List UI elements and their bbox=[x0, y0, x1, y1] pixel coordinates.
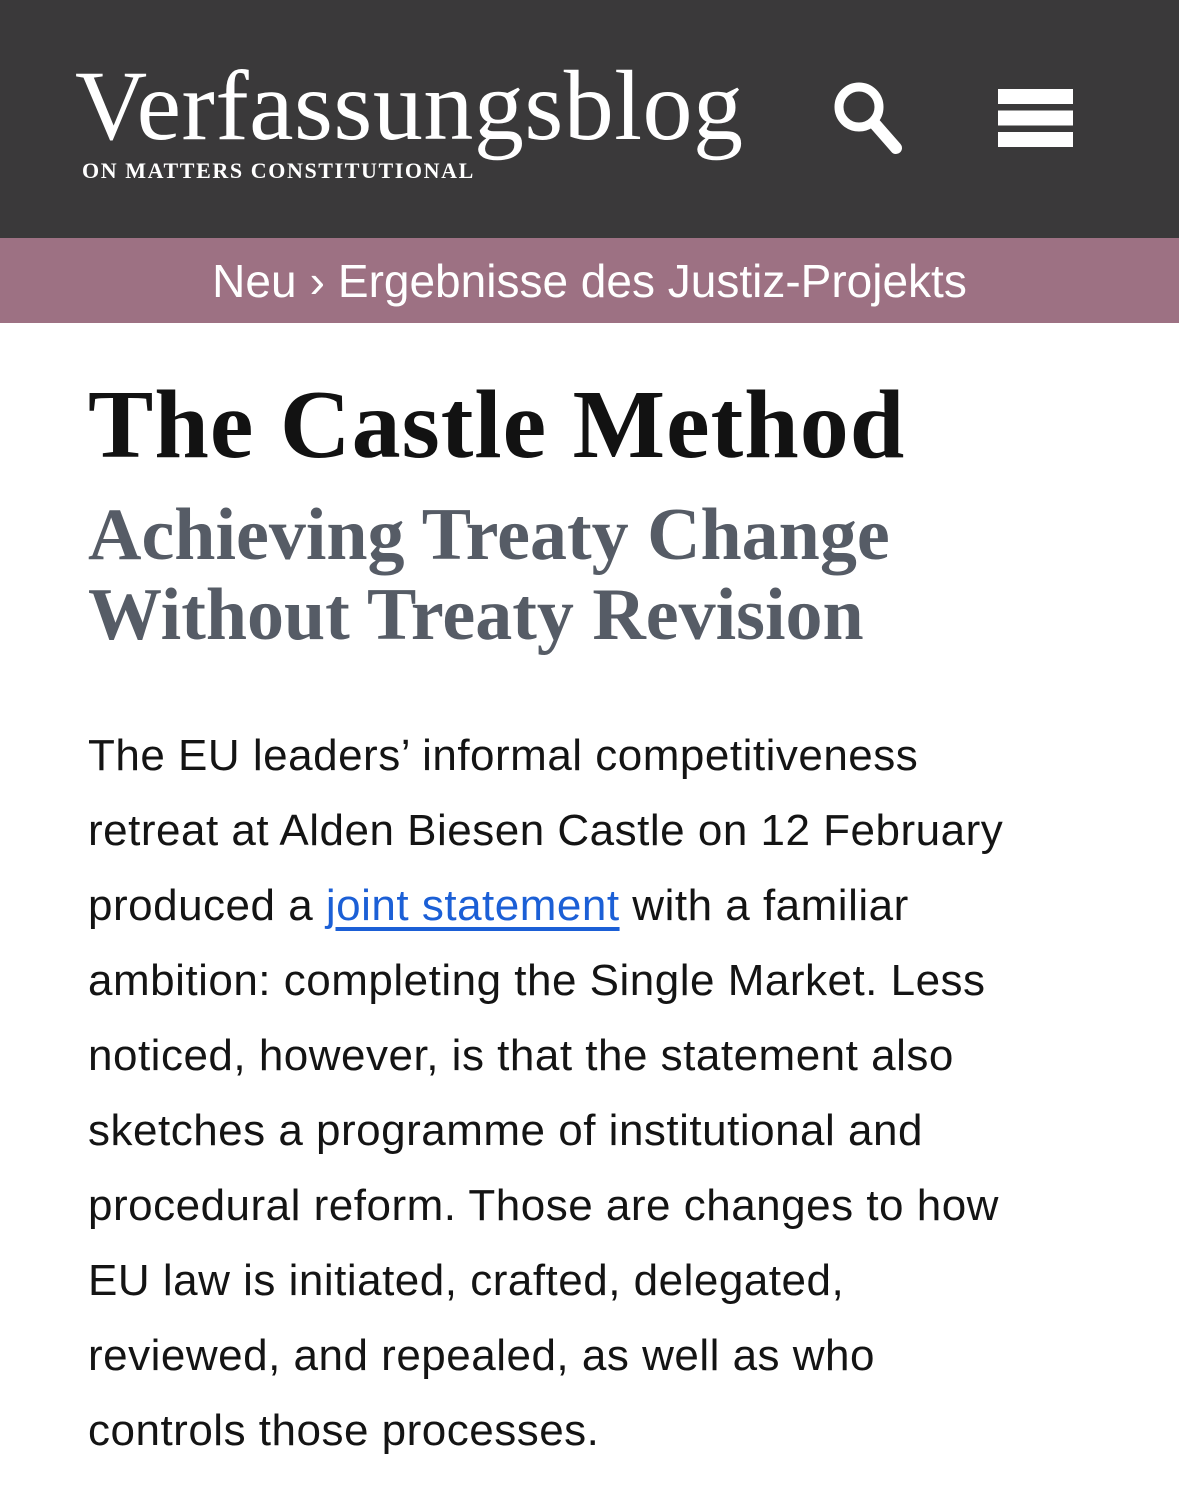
site-logo-tagline: ON MATTERS CONSTITUTIONAL bbox=[82, 158, 475, 183]
article-title: The Castle Method bbox=[88, 371, 906, 479]
search-button[interactable] bbox=[833, 81, 905, 158]
banner-separator-icon: › bbox=[309, 254, 325, 307]
hamburger-menu-icon bbox=[998, 89, 1073, 147]
site-logo-link[interactable] bbox=[75, 50, 744, 183]
search-icon bbox=[833, 81, 905, 155]
site-logo-title: Verfassungsblog bbox=[75, 50, 744, 161]
menu-button[interactable] bbox=[998, 89, 1073, 150]
banner-label: Neu bbox=[212, 254, 297, 307]
announcement-banner[interactable] bbox=[0, 238, 1179, 323]
banner-link[interactable]: Ergebnisse des Justiz-Projekts bbox=[337, 254, 967, 307]
paragraph-text-after-link: with a familiar ambition: completing the Single Market. Less noticed, however, is that the statement also sketches a programme of institutional and procedural reform. Those are changes to how EU law is initiated, crafted, delegated, reviewed, and repealed, as well as who controls those processes. bbox=[88, 881, 999, 1455]
site-header bbox=[0, 0, 1179, 238]
article-paragraph bbox=[88, 718, 1028, 1468]
joint-statement-link[interactable]: joint statement bbox=[325, 881, 620, 930]
paragraph-text-before-link: The EU leaders’ informal competitiveness retreat at Alden Biesen Castle on 12 February produced a bbox=[88, 731, 1004, 930]
article bbox=[88, 323, 1028, 1468]
article-subtitle: Achieving Treaty Change Without Treaty Revision bbox=[88, 494, 890, 656]
